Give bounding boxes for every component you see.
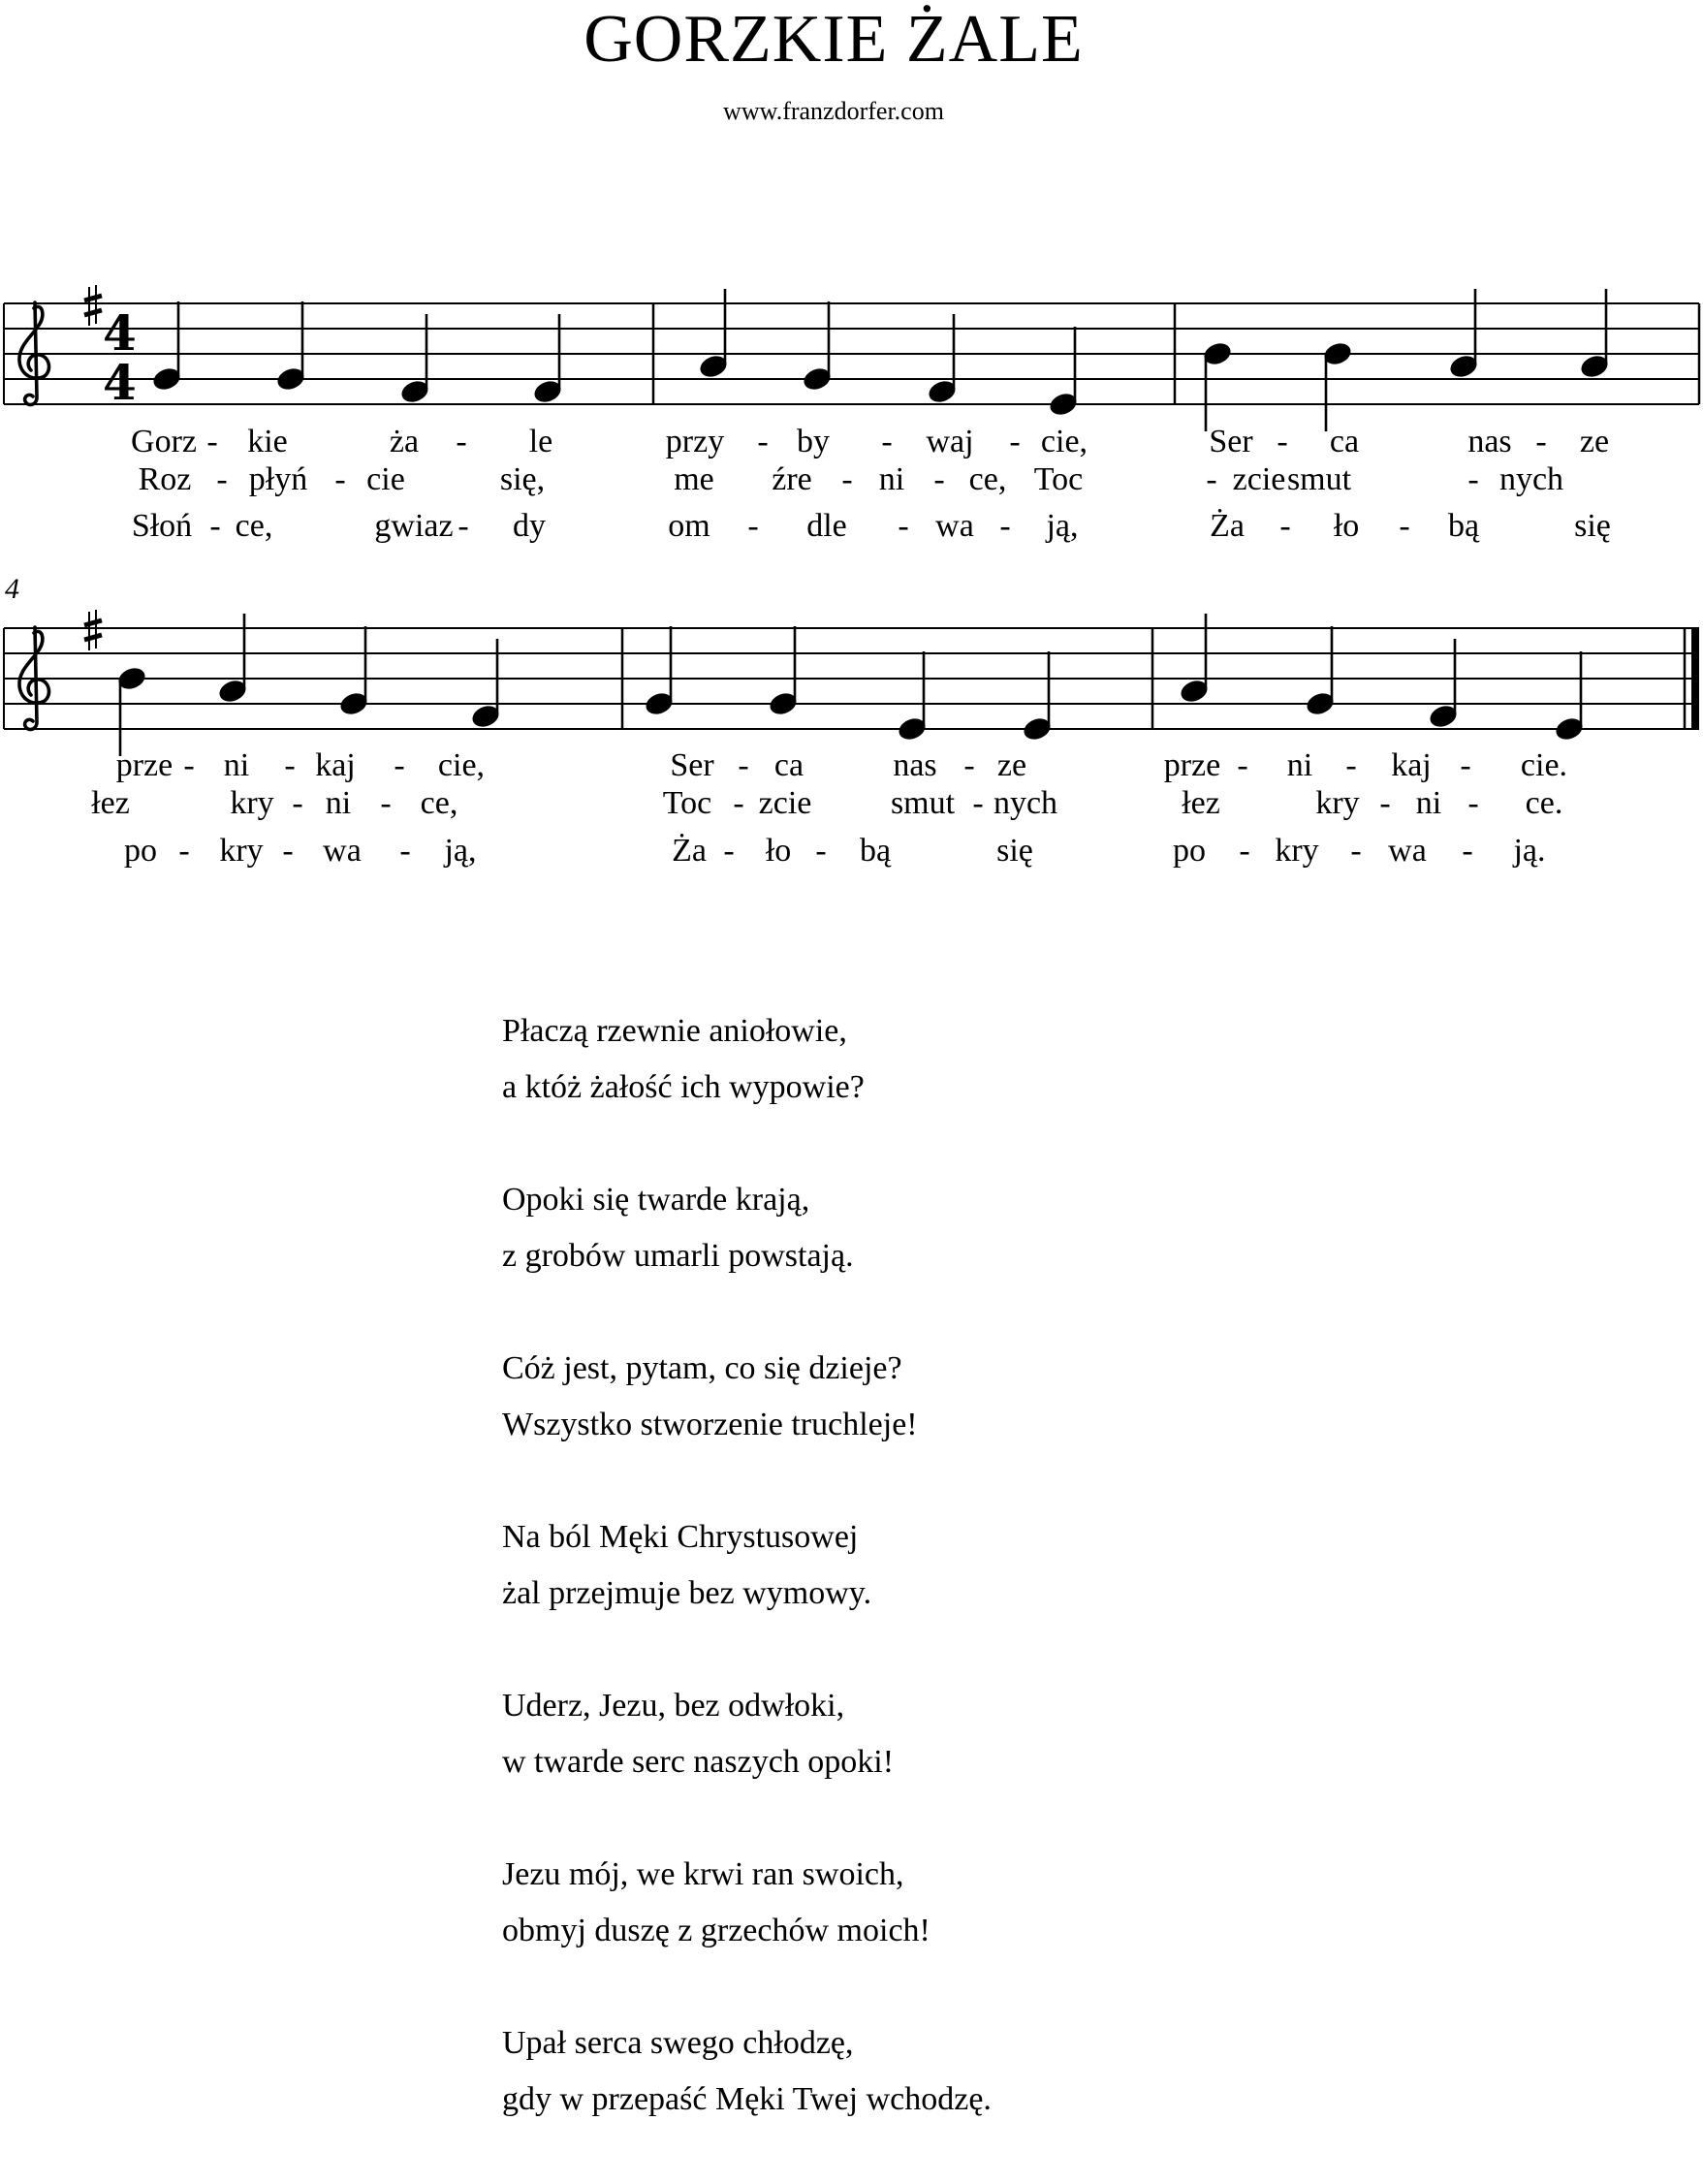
stanza <box>502 1678 1374 1790</box>
lyric-syllable: ze <box>1579 424 1610 459</box>
lyric-syllable: łez <box>1182 785 1220 821</box>
lyric-hyphen: - <box>972 785 984 821</box>
lyric-syllable: nych <box>993 785 1058 821</box>
verses <box>502 1003 1374 2184</box>
lyric-hyphen: - <box>963 747 975 783</box>
notes <box>115 614 1585 756</box>
lyric-syllable: gwiaz <box>374 508 454 544</box>
lyric-hyphen: - <box>841 461 853 497</box>
lyric-syllable: ca <box>1329 424 1360 459</box>
lyric-hyphen: - <box>282 833 294 869</box>
lyric-hyphen: - <box>1239 833 1250 869</box>
verse-line: Płaczą rzewnie aniołowie, <box>502 1013 847 1049</box>
lyric-syllable: ce, <box>968 461 1007 497</box>
lyric-hyphen: - <box>456 424 467 459</box>
lyric-syllable: dle <box>806 508 847 544</box>
lyric-syllable: się <box>996 833 1033 869</box>
time-signature-numerator: 4 <box>103 304 137 362</box>
verse-line: Na ból Męki Chrystusowej <box>502 1519 859 1555</box>
lyric-hyphen: - <box>1379 785 1391 821</box>
lyric-hyphen: - <box>999 508 1011 544</box>
lyric-hyphen: - <box>284 747 296 783</box>
lyric-hyphen: - <box>1206 461 1217 497</box>
lyric-hyphen: - <box>1535 424 1547 459</box>
lyric-syllable: waj <box>926 424 974 459</box>
lyric-syllable: kry <box>230 785 274 821</box>
lyric-syllable: kry <box>219 833 264 869</box>
verse-line: a któż żałość ich wypowie? <box>502 1069 865 1105</box>
lyric-syllable: kry <box>1275 833 1319 869</box>
lyric-hyphen: - <box>178 833 190 869</box>
lyric-hyphen: - <box>1237 747 1248 783</box>
lyric-syllable: wa <box>935 508 974 544</box>
lyric-syllable: smut <box>1286 461 1352 497</box>
page-title: GORZKIE ŻALE <box>583 2 1084 77</box>
lyric-syllable: Gorz <box>131 424 197 459</box>
lyric-syllable: po <box>1173 833 1206 869</box>
lyric-syllable: kry <box>1315 785 1360 821</box>
lyric-hyphen: - <box>1279 508 1291 544</box>
lyric-syllable: ce, <box>235 508 273 544</box>
lyric-hyphen: - <box>183 747 195 783</box>
lyric-syllable: cie. <box>1520 747 1568 783</box>
lyric-hyphen: - <box>757 424 769 459</box>
lyric-syllable: nych <box>1498 461 1564 497</box>
lyric-syllable: kaj <box>315 747 356 783</box>
verse-line: w twarde serc naszych opoki! <box>502 1744 895 1780</box>
stanza <box>502 1003 1374 1116</box>
lyric-hyphen: - <box>1462 833 1473 869</box>
lyric-syllable: ni <box>223 747 250 783</box>
stanza <box>502 1341 1374 1453</box>
lyric-syllable: ża <box>389 424 420 459</box>
lyric-syllable: ce, <box>420 785 458 821</box>
lyric-syllable: się, <box>499 461 546 497</box>
lyric-hyphen: - <box>738 747 749 783</box>
lyric-syllable: prze <box>1163 747 1221 783</box>
lyric-hyphen: - <box>881 424 893 459</box>
verse-line: Jezu mój, we krwi ran swoich, <box>502 1856 904 1892</box>
lyric-syllable: ni <box>325 785 352 821</box>
lyric-syllable: Roz <box>138 461 192 497</box>
lyric-syllable: prze <box>115 747 173 783</box>
lyric-hyphen: - <box>1467 461 1479 497</box>
lyric-syllable: ją, <box>1046 508 1079 544</box>
stanza <box>502 1847 1374 1959</box>
lyric-hyphen: - <box>1460 747 1471 783</box>
time-signature-denominator: 4 <box>103 354 137 411</box>
lyric-hyphen: - <box>1345 747 1357 783</box>
lyric-syllable: Ża <box>672 833 707 869</box>
lyric-syllable: me <box>674 461 714 497</box>
lyric-syllable: om <box>668 508 710 544</box>
lyric-syllable: zcie <box>758 785 812 821</box>
staff-system-2 <box>4 573 1699 869</box>
staff-lines <box>4 303 1699 404</box>
verse-line: z grobów umarli powstają. <box>502 1238 854 1274</box>
lyric-syllable: ło <box>765 833 792 869</box>
lyric-syllable: łez <box>91 785 130 821</box>
verse-line: żal przejmuje bez wymowy. <box>502 1575 872 1611</box>
lyric-syllable: ca <box>773 747 804 783</box>
lyric-hyphen: - <box>206 424 218 459</box>
lyric-syllable: ją, <box>444 833 477 869</box>
lyric-syllable: zcie <box>1232 461 1286 497</box>
key-signature-sharp-icon <box>84 610 102 650</box>
lyric-hyphen: - <box>1350 833 1362 869</box>
lyric-hyphen: - <box>457 508 469 544</box>
notes <box>150 289 1610 431</box>
lyric-syllable: ni <box>878 461 905 497</box>
lyric-hyphen: - <box>216 461 228 497</box>
lyric-syllable: ni <box>1286 747 1313 783</box>
lyric-hyphen: - <box>733 785 744 821</box>
final-barline-thick <box>1691 628 1699 729</box>
lyric-hyphen: - <box>1277 424 1288 459</box>
measure-number: 4 <box>5 573 19 605</box>
stanza <box>502 1172 1374 1284</box>
lyric-hyphen: - <box>723 833 735 869</box>
lyric-syllable: ni <box>1415 785 1442 821</box>
stanza <box>502 2015 1374 2128</box>
lyric-hyphen: - <box>399 833 411 869</box>
lyric-hyphen: - <box>380 785 392 821</box>
lyric-syllable: ze <box>996 747 1027 783</box>
lyric-syllable: dy <box>513 508 546 544</box>
lyric-syllable: Ser <box>670 747 714 783</box>
source-url: www.franzdorfer.com <box>723 97 944 125</box>
lyric-syllable: bą <box>859 833 892 869</box>
lyrics <box>131 424 1611 544</box>
lyric-hyphen: - <box>1467 785 1479 821</box>
lyric-hyphen: - <box>1399 508 1410 544</box>
lyric-hyphen: - <box>1009 424 1021 459</box>
lyric-syllable: przy <box>665 424 725 459</box>
sheet-music <box>0 0 1703 911</box>
lyric-syllable: wa <box>1388 833 1427 869</box>
lyric-syllable: kaj <box>1391 747 1432 783</box>
lyric-syllable: kie <box>247 424 288 459</box>
verse-line: Wszystko stworzenie truchleje! <box>502 1407 918 1442</box>
lyric-hyphen: - <box>815 833 827 869</box>
verse-line: Cóż jest, pytam, co się dzieje? <box>502 1350 902 1386</box>
lyric-syllable: się <box>1574 508 1611 544</box>
lyric-syllable: wa <box>323 833 362 869</box>
staff-system-1 <box>4 285 1699 544</box>
lyric-syllable: nas <box>1467 424 1512 459</box>
lyric-syllable: źre <box>772 461 812 497</box>
lyric-hyphen: - <box>898 508 909 544</box>
lyric-syllable: bą <box>1447 508 1480 544</box>
lyric-hyphen: - <box>209 508 221 544</box>
lyrics <box>91 747 1567 869</box>
lyric-syllable: by <box>797 424 830 459</box>
lyric-syllable: nas <box>893 747 937 783</box>
lyric-syllable: Ża <box>1210 508 1245 544</box>
lyric-hyphen: - <box>394 747 405 783</box>
verse-line: Opoki się twarde krają, <box>502 1182 810 1218</box>
lyric-syllable: po <box>124 833 157 869</box>
lyric-syllable: cie <box>366 461 405 497</box>
lyric-syllable: Słoń <box>131 508 193 544</box>
verse-line: obmyj duszę z grzechów moich! <box>502 1913 930 1948</box>
stanza <box>502 1509 1374 1622</box>
verse-line: Uderz, Jezu, bez odwłoki, <box>502 1688 845 1724</box>
lyric-syllable: płyń <box>248 461 308 497</box>
lyric-syllable: cie, <box>437 747 486 783</box>
lyric-syllable: Ser <box>1209 424 1253 459</box>
lyric-syllable: Toc <box>662 785 712 821</box>
lyric-syllable: ją. <box>1513 833 1546 869</box>
lyric-syllable: cie, <box>1040 424 1088 459</box>
verse-line: Upał serca swego chłodzę, <box>502 2025 854 2061</box>
lyric-hyphen: - <box>933 461 945 497</box>
lyric-hyphen: - <box>334 461 346 497</box>
key-signature-sharp-icon <box>84 285 102 326</box>
verse-line: gdy w przepaść Męki Twej wchodzę. <box>502 2081 992 2117</box>
lyric-hyphen: - <box>292 785 303 821</box>
lyric-syllable: ło <box>1333 508 1360 544</box>
lyric-hyphen: - <box>747 508 759 544</box>
lyric-syllable: smut <box>890 785 956 821</box>
lyric-syllable: Toc <box>1033 461 1084 497</box>
lyric-syllable: ce. <box>1525 785 1563 821</box>
lyric-syllable: le <box>528 424 553 459</box>
